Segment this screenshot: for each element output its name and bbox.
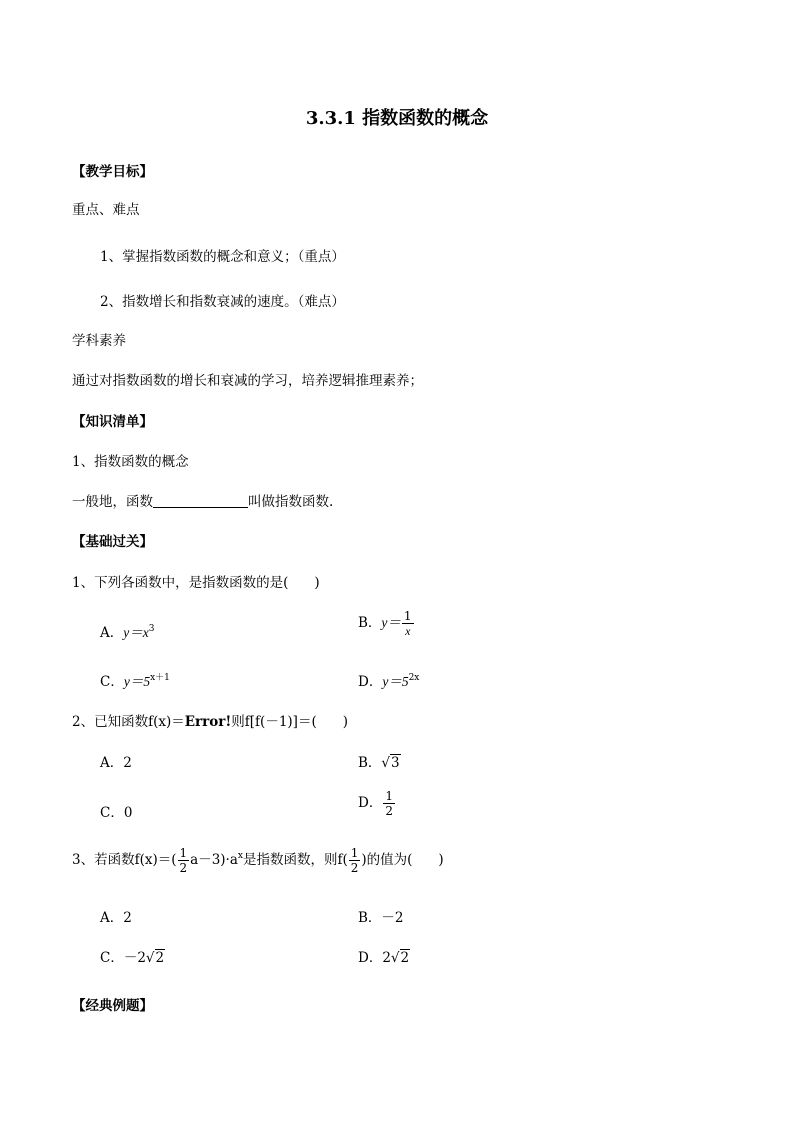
question-1-stem: 1、下列各函数中，是指数函数的是( ) bbox=[72, 575, 320, 591]
question-2-option-a: A．2 bbox=[100, 755, 132, 771]
goal-item-1: 1、掌握指数函数的概念和意义；（重点） bbox=[100, 249, 345, 265]
question-3-option-c: C．－2√2 bbox=[100, 950, 165, 966]
error-marker: Error! bbox=[184, 714, 232, 730]
question-2-option-c: C．0 bbox=[100, 805, 133, 821]
question-2-option-b: B．√3 bbox=[358, 755, 400, 771]
question-3-option-b: B．－2 bbox=[358, 910, 404, 926]
section-heading-knowledge: 【知识清单】 bbox=[72, 414, 153, 430]
definition-prefix: 一般地，函数 bbox=[72, 494, 153, 510]
page-title: 3.3.1 指数函数的概念 bbox=[305, 108, 489, 129]
subheading-literacy: 学科素养 bbox=[72, 333, 126, 349]
question-3-option-a: A．2 bbox=[100, 910, 132, 926]
definition-suffix: 叫做指数函数. bbox=[248, 494, 334, 510]
fill-in-blank[interactable] bbox=[153, 493, 248, 508]
section-heading-basics: 【基础过关】 bbox=[72, 534, 153, 550]
fraction: $\frac{1}{2}$ bbox=[350, 846, 359, 875]
sqrt-symbol: √2 bbox=[390, 950, 410, 966]
question-1-option-d: D．$y=5^{2x}$ bbox=[358, 673, 420, 690]
section-heading-examples: 【经典例题】 bbox=[72, 998, 153, 1014]
question-1-option-c: C．$y=5^{x+1}$ bbox=[100, 673, 170, 690]
question-1-option-b: B．y＝ $\frac{1}{x}$ bbox=[358, 609, 412, 638]
literacy-text: 通过对指数函数的增长和衰减的学习，培养逻辑推理素养； bbox=[72, 373, 423, 389]
question-3-option-d: D．2√2 bbox=[358, 950, 410, 966]
goal-item-2: 2、指数增长和指数衰减的速度。（难点） bbox=[100, 294, 345, 310]
definition-line bbox=[72, 490, 333, 510]
sqrt-symbol: √3 bbox=[381, 755, 400, 771]
question-2-stem: 2、已知函数f(x)＝Error!则f[f(－1)]＝( ) bbox=[72, 714, 348, 730]
fraction: $\frac{1}{2}$ bbox=[385, 789, 393, 818]
knowledge-item-1: 1、指数函数的概念 bbox=[72, 454, 189, 470]
question-1-option-a: A．$y=x^3$ bbox=[100, 624, 155, 641]
question-3-stem: 3、若函数f(x)＝( $\frac{1}{2}$ $a-3)\cdot a^x$是指数函数，则f( $\frac{1}{2}$ )的值为( ) bbox=[72, 846, 444, 875]
section-heading-goals: 【教学目标】 bbox=[72, 164, 153, 180]
fraction: $\frac{1}{2}$ bbox=[179, 846, 188, 875]
question-2-option-d: D． $\frac{1}{2}$ bbox=[358, 789, 393, 818]
fraction: $\frac{1}{x}$ bbox=[403, 609, 412, 638]
subheading-key-points: 重点、难点 bbox=[72, 202, 140, 218]
sqrt-symbol: √2 bbox=[145, 950, 165, 966]
